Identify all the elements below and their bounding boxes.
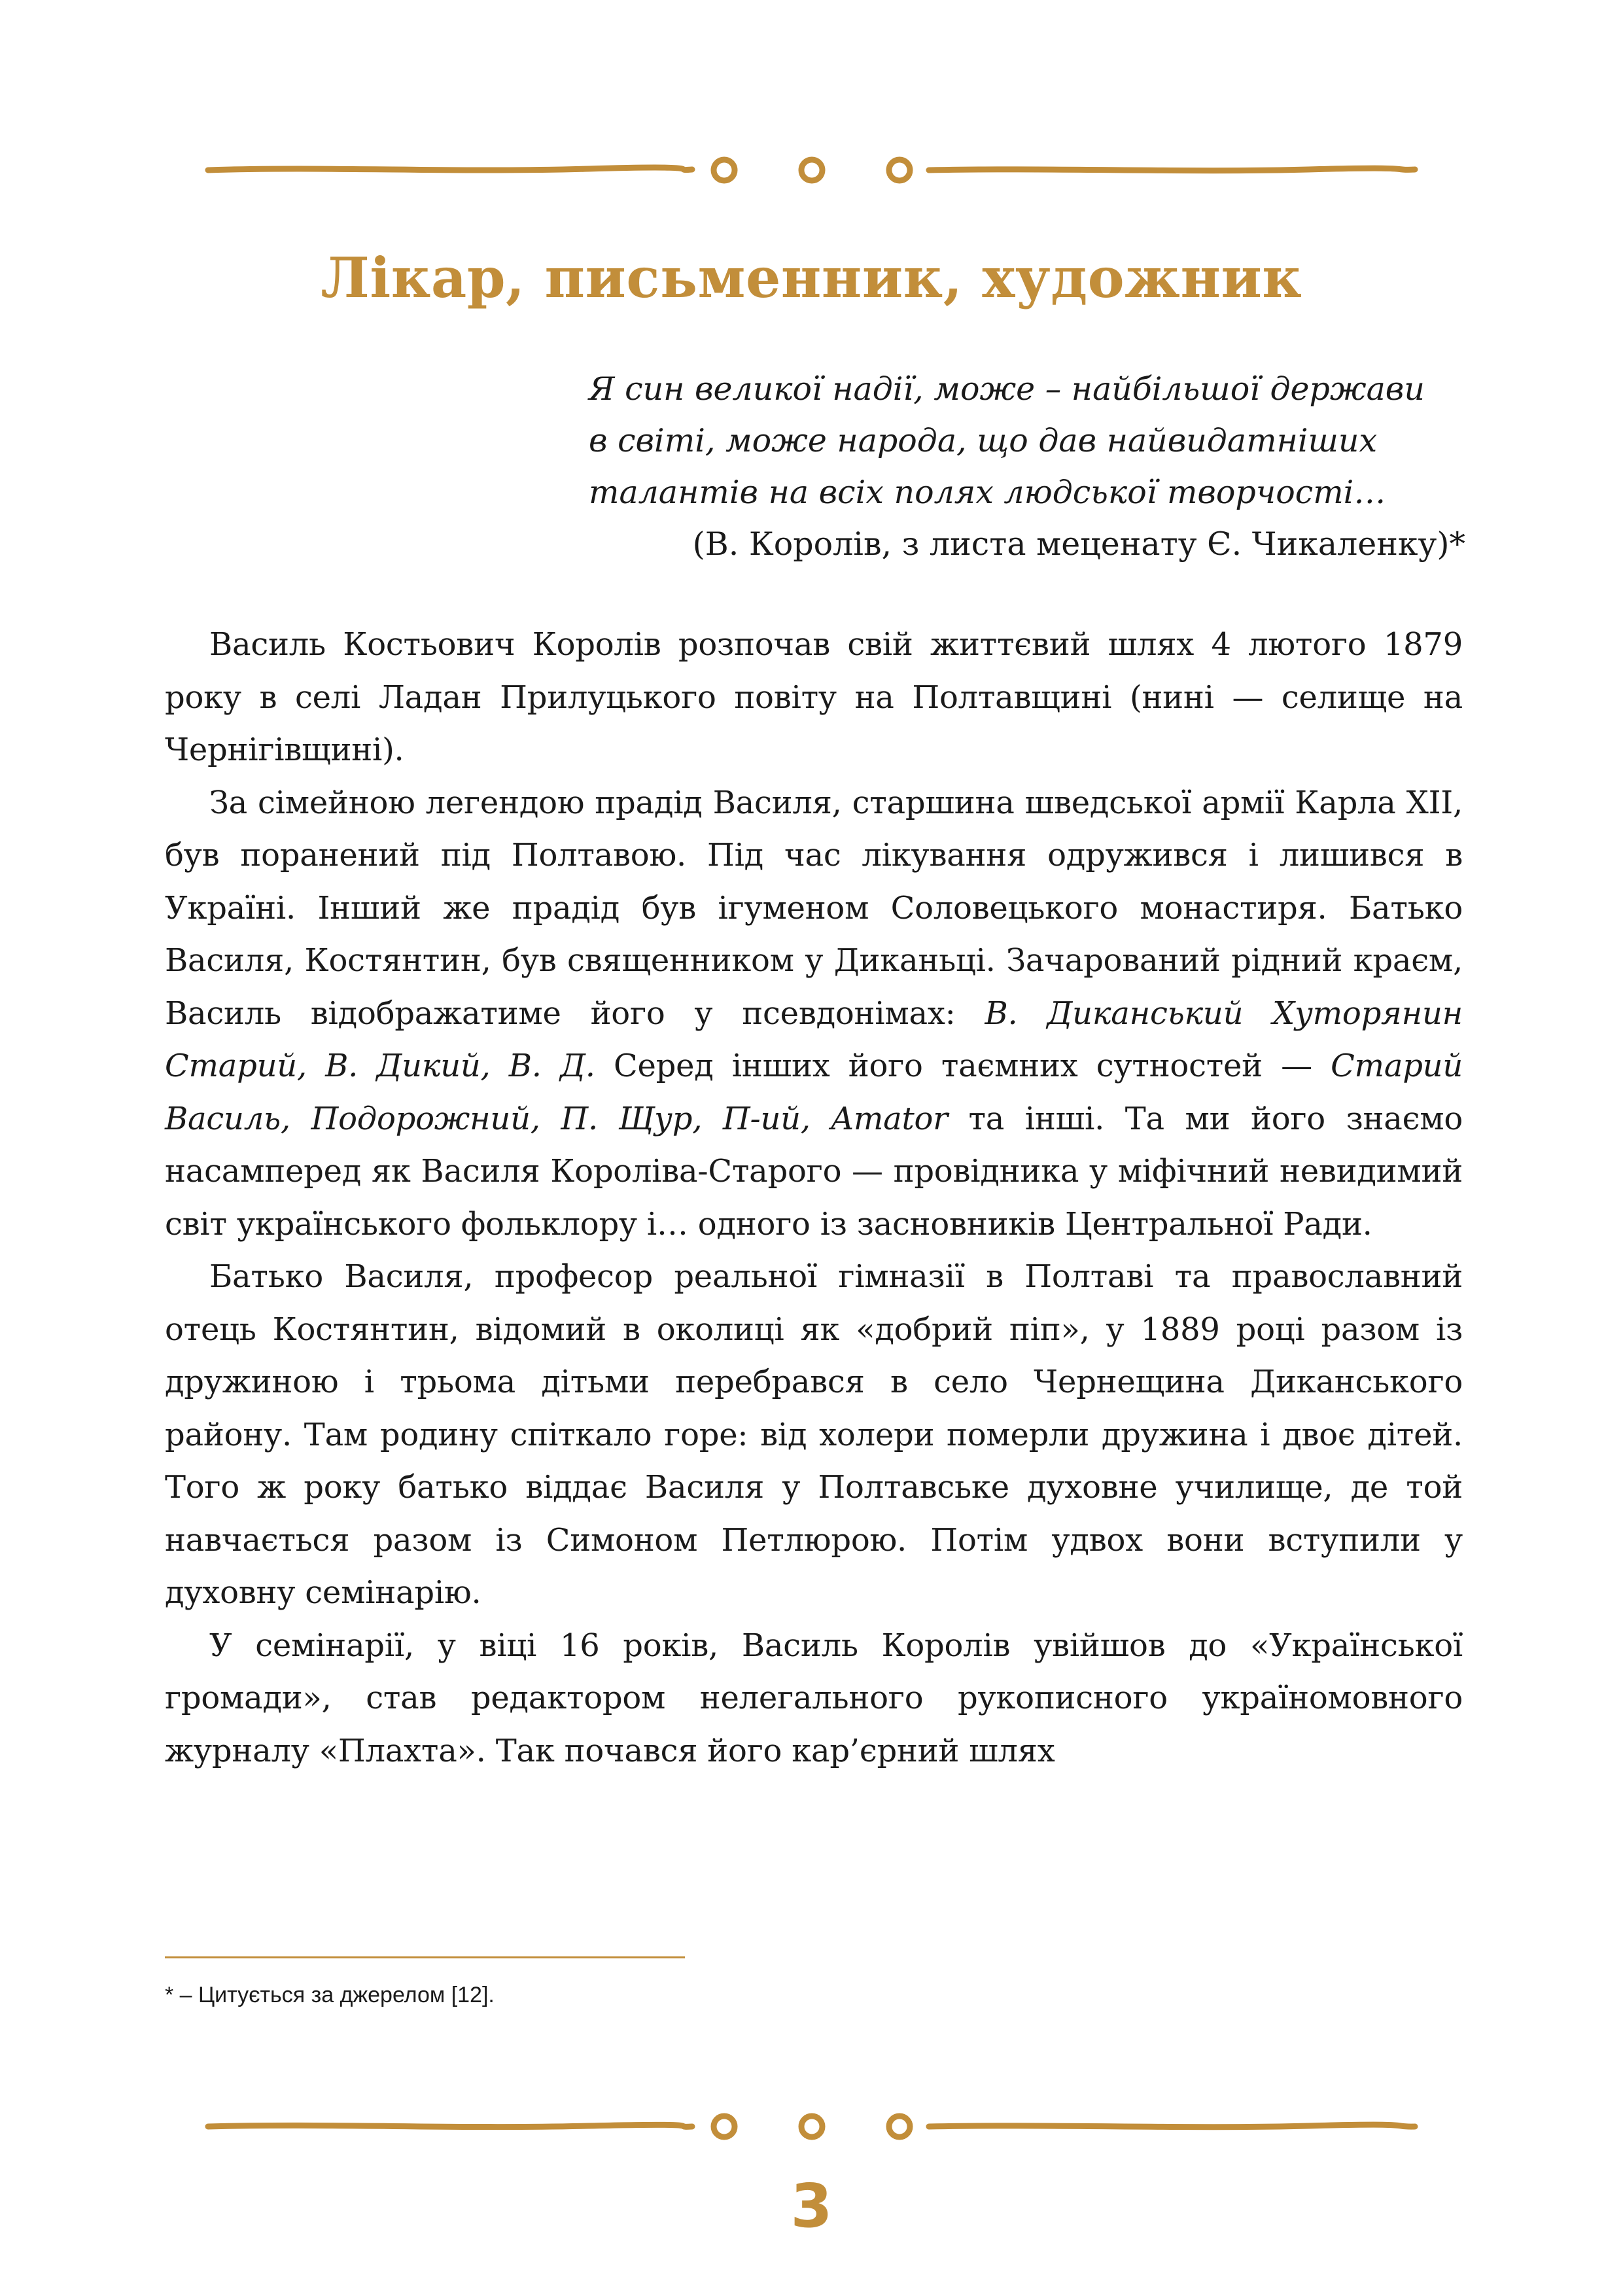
pseudonyms-italic: Старий Василь, Подорожний, П. Щур, П-ий, Amator [165,1048,1463,1137]
paragraph-1: Василь Костьович Королів розпочав свій життєвий шлях 4 лютого 1879 року в селі Ладан Прилуцького повіту на Полтавщині (нині — селище на Чернігівщині). [165,626,1463,768]
bottom-ornament [0,2100,1623,2153]
epigraph [589,363,1465,570]
epigraph-line: Я син великої надії, може – найбільшої держави [589,370,1425,408]
ornament-circle [801,160,822,181]
footnote: * – Цитується за джерелом [12]. [165,1983,495,2007]
footnote-divider [165,1956,685,1958]
epigraph-line: в світі, може народа, що дав найвидатніших [589,422,1378,459]
pseudonyms-italic: В. Диканський Хуторянин Старий, В. Дикий, В. Д. [165,995,1463,1084]
ornament-circle [801,2116,822,2137]
ornament-circle [889,160,910,181]
paragraph-2-text: За сімейною легендою прадід Василя, старшина шведської армії Карла XII, був поранений під Полтавою. Під час лікування одружився і лишився в Україні. Інший же прадід був ігуменом Соловецького монастиря. Батько Василя, Костянтин, був священником у Диканьці. Зачарований рідний краєм, Василь відображатиме його у псевдонімах: [165,784,1463,1032]
paragraph-2-text: та інші. Та ми його знаємо насамперед як Василя Короліва-Старого — провідника у міфічний невидимий світ українського фольклору і… одного із засновників Центральної Ради. [165,1100,1463,1243]
page-number: 3 [790,2171,833,2241]
epigraph-attribution: (В. Королів, з листа меценату Є. Чикаленку)* [692,525,1465,563]
ornament-circle [714,2116,735,2137]
body-text [165,618,1463,1777]
paragraph-4: У семінарії, у віці 16 років, Василь Королів увійшов до «Української громади», став редактором нелегального рукописного україномовного журналу «Плахта». Так почався його кар’єрний шлях [165,1627,1463,1769]
page-title: Лікар, письменник, художник [321,245,1302,310]
paragraph-2 [165,777,1463,1251]
paragraph-2-text: Серед інших його таємних сутностей — [595,1048,1331,1084]
paragraph-3: Батько Василя, професор реальної гімназії в Полтаві та православний отець Костянтин, відомий в околиці як «добрий піп», у 1889 році разом із дружиною і трьома дітьми перебрався в село Чернещина Диканського району. Там родину спіткало горе: від холери померли дружина і двоє дітей. Того ж року батько віддає Василя у Полтавське духовне училище, де той навчається разом із Симоном Петлюрою. Потім удвох вони вступили у духовну семінарію. [165,1258,1463,1611]
epigraph-line: талантів на всіх полях людської творчості… [589,474,1386,511]
top-ornament [0,144,1623,196]
ornament-circle [714,160,735,181]
ornament-circle [889,2116,910,2137]
